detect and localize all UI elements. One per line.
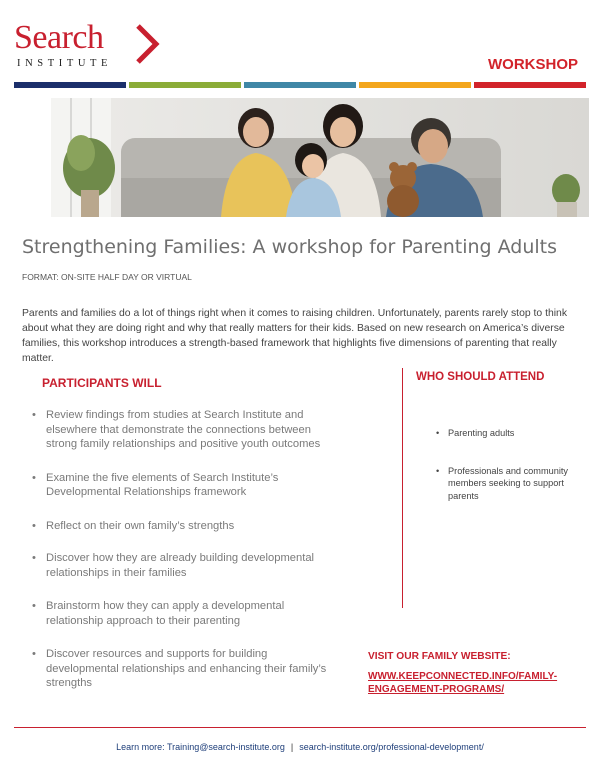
color-segment (14, 82, 126, 88)
participants-list (32, 408, 342, 691)
family-website-link[interactable]: WWW.KEEPCONNECTED.INFO/FAMILY-ENGAGEMENT-PROGRAMS/ (368, 671, 558, 695)
brand-color-bar (14, 82, 586, 88)
footer (0, 742, 600, 752)
color-segment (129, 82, 241, 88)
visit-website-heading: VISIT OUR FAMILY WEBSITE: (368, 651, 511, 662)
footer-separator: | (290, 742, 294, 752)
who-should-attend-list (436, 427, 576, 502)
professional-development-link[interactable]: search-institute.org/professional-development/ (299, 742, 484, 752)
color-segment (474, 82, 586, 88)
list-item: • Reflect on their own family’s strengths (32, 519, 342, 534)
color-segment (359, 82, 471, 88)
list-item: • Examine the five elements of Search Institute’s Developmental Relationships framework (32, 471, 342, 500)
column-divider (402, 368, 403, 608)
chevron-right-icon (132, 24, 162, 64)
logo-subtitle: INSTITUTE (17, 58, 113, 69)
footer-divider (14, 727, 586, 728)
format-line: FORMAT: ON-SITE HALF DAY OR VIRTUAL (22, 272, 192, 282)
list-item: • Brainstorm how they can apply a developmental relationship approach to their parenting (32, 599, 342, 628)
color-segment (244, 82, 356, 88)
list-item: • Discover how they are already building developmental relationships in their families (32, 551, 342, 580)
list-item: • Review findings from studies at Search Institute and elsewhere that demonstrate the connections between strong family relationships and positive youth outcomes (32, 408, 342, 452)
logo-wordmark: Search (14, 19, 104, 56)
who-should-attend-heading: WHO SHOULD ATTEND (416, 371, 545, 383)
search-institute-logo (14, 18, 174, 78)
intro-paragraph: Parents and families do a lot of things right when it comes to raising children. Unfortunately, parents rarely stop to think about what they are doing right and why that really matters for their kids. Based on new research on America’s diverse families, this workshop introduces a strength-based framework that highlights five dimensions of parenting that really matter. (22, 308, 568, 364)
page-title: Strengthening Families: A workshop for Parenting Adults (22, 236, 558, 258)
training-email-link[interactable]: Learn more: Training@search-institute.org (116, 742, 285, 752)
list-item: • Discover resources and supports for building developmental relationships and enhancing their family’s strengths (32, 647, 342, 691)
list-item: • Professionals and community members seeking to support parents (436, 465, 576, 503)
participants-heading: PARTICIPANTS WILL (42, 376, 162, 390)
workshop-label: WORKSHOP (488, 56, 578, 73)
family-photo (51, 98, 589, 217)
list-item: • Parenting adults (436, 427, 576, 440)
